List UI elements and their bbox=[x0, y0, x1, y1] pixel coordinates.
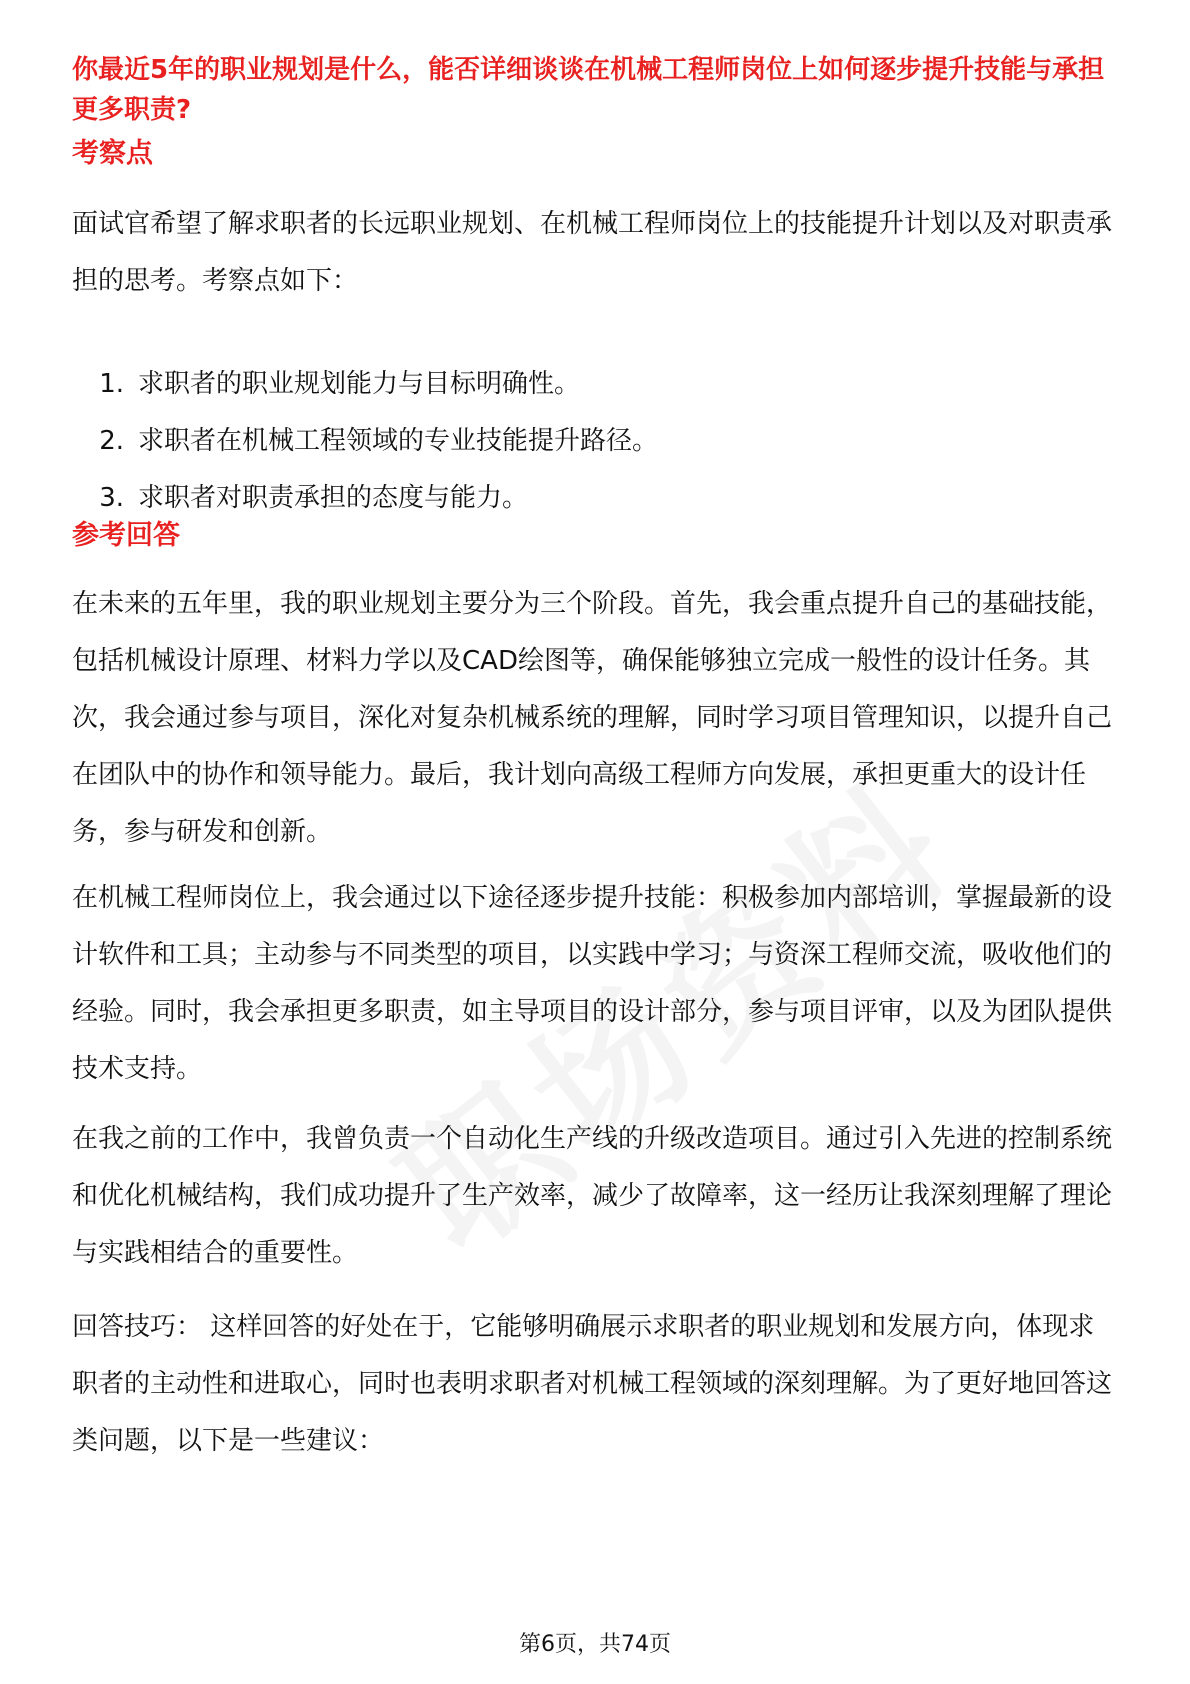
answer-tips-paragraph: 回答技巧： 这样回答的好处在于，它能够明确展示求职者的职业规划和发展方向，体现求职者的主动性和进取心，同时也表明求职者对机械工程领域的深刻理解。为了更好地回答这类问题，以下是一些建议： bbox=[72, 1312, 1113, 1456]
list-item: 1. 求职者的职业规划能力与目标明确性。 bbox=[99, 369, 581, 399]
answer-paragraph-1: 在未来的五年里，我的职业规划主要分为三个阶段。首先，我会重点提升自己的基础技能，包括机械设计原理、材料力学以及CAD绘图等，确保能够独立完成一般性的设计任务。其次，我会通过参与项目，深化对复杂机械系统的理解，同时学习项目管理知识，以提升自己在团队中的协作和领导能力。最后，我计划向高级工程师方向发展，承担更重大的设计任务，参与研发和创新。 bbox=[72, 589, 1113, 847]
page-number-footer: 第6页，共74页 bbox=[519, 1632, 671, 1657]
list-item: 2. 求职者在机械工程领域的专业技能提升路径。 bbox=[99, 426, 659, 456]
section-title-focus: 考察点 bbox=[72, 138, 153, 169]
answer-paragraph-2: 在机械工程师岗位上，我会通过以下途径逐步提升技能：积极参加内部培训，掌握最新的设计软件和工具；主动参与不同类型的项目，以实践中学习；与资深工程师交流，吸收他们的经验。同时，我会承担更多职责，如主导项目的设计部分，参与项目评审，以及为团队提供技术支持。 bbox=[72, 883, 1113, 1084]
list-item: 3. 求职者对职责承担的态度与能力。 bbox=[99, 483, 529, 513]
question-heading: 你最近5年的职业规划是什么，能否详细谈谈在机械工程师岗位上如何逐步提升技能与承担更多职责? bbox=[72, 55, 1105, 125]
answer-paragraph-3: 在我之前的工作中，我曾负责一个自动化生产线的升级改造项目。通过引入先进的控制系统和优化机械结构，我们成功提升了生产效率，减少了故障率，这一经历让我深刻理解了理论与实践相结合的重要性。 bbox=[72, 1124, 1113, 1268]
focus-intro: 面试官希望了解求职者的长远职业规划、在机械工程师岗位上的技能提升计划以及对职责承担的思考。考察点如下： bbox=[72, 209, 1113, 296]
focus-list bbox=[72, 356, 1118, 527]
section-title-answer: 参考回答 bbox=[72, 520, 180, 551]
